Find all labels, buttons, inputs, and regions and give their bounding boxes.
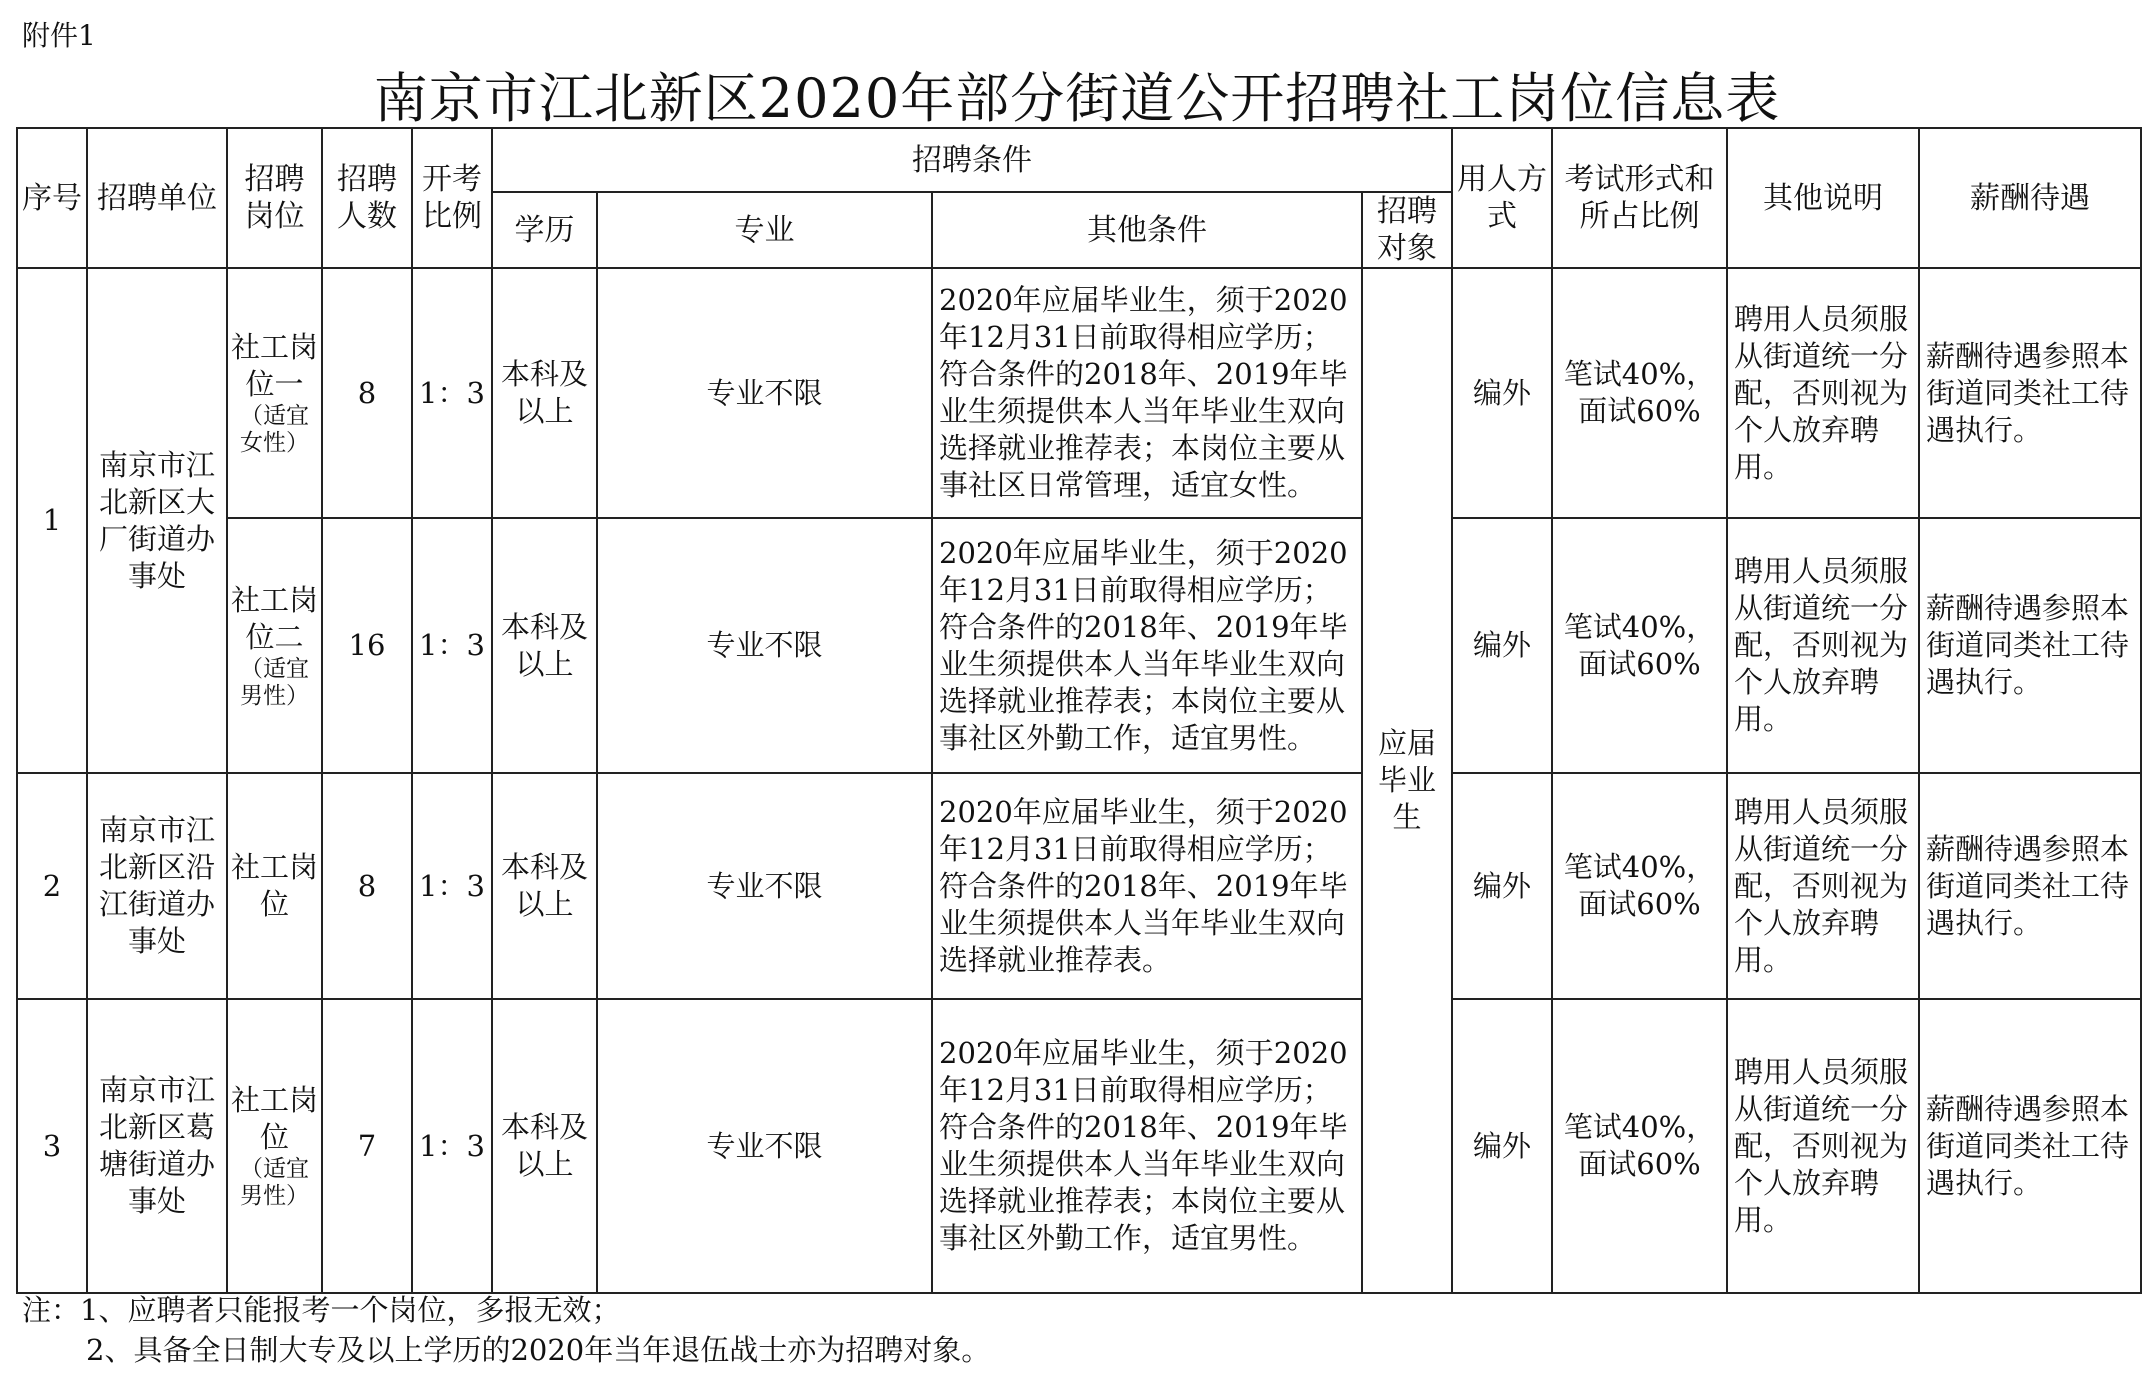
header-conditions: 招聘条件	[492, 128, 1452, 192]
exam-cell: 笔试40%，面试60%	[1552, 518, 1727, 773]
other-conditions-cell: 2020年应届毕业生，须于2020年12月31日前取得相应学历；符合条件的2018年、2019年毕业生须提供本人当年毕业生双向选择就业推荐表；本岗位主要从事社区日常管理，适宜女性。	[932, 268, 1362, 518]
salary-cell: 薪酬待遇参照本街道同类社工待遇执行。	[1919, 999, 2141, 1293]
ratio-cell: 1：3	[412, 268, 492, 518]
exam-cell: 笔试40%，面试60%	[1552, 999, 1727, 1293]
count-cell: 7	[322, 999, 412, 1293]
header-seq: 序号	[17, 128, 87, 268]
count-cell: 8	[322, 268, 412, 518]
post-name: 社工岗位一	[231, 330, 319, 401]
header-count: 招聘人数	[322, 128, 412, 268]
post-name: 社工岗位	[231, 1083, 319, 1154]
education-cell: 本科及以上	[492, 999, 597, 1293]
header-salary: 薪酬待遇	[1919, 128, 2141, 268]
other-conditions-cell: 2020年应届毕业生，须于2020年12月31日前取得相应学历；符合条件的2018年、2019年毕业生须提供本人当年毕业生双向选择就业推荐表；本岗位主要从事社区外勤工作，适宜男性。	[932, 518, 1362, 773]
table-row	[17, 268, 2141, 518]
seq-cell: 3	[17, 999, 87, 1293]
notes-cell: 聘用人员须服从街道统一分配，否则视为个人放弃聘用。	[1727, 518, 1919, 773]
seq-cell: 1	[17, 268, 87, 773]
header-ratio: 开考比例	[412, 128, 492, 268]
notes-cell: 聘用人员须服从街道统一分配，否则视为个人放弃聘用。	[1727, 773, 1919, 999]
unit-cell: 南京市江北新区沿江街道办事处	[87, 773, 227, 999]
unit-cell: 南京市江北新区大厂街道办事处	[87, 268, 227, 773]
count-cell: 16	[322, 518, 412, 773]
post-cell	[227, 268, 322, 518]
header-employment: 用人方式	[1452, 128, 1552, 268]
post-name: 社工岗位二	[231, 582, 319, 654]
exam-cell: 笔试40%，面试60%	[1552, 773, 1727, 999]
count-cell: 8	[322, 773, 412, 999]
post-cell	[227, 773, 322, 999]
unit-cell: 南京市江北新区葛塘街道办事处	[87, 999, 227, 1293]
ratio-cell: 1：3	[412, 999, 492, 1293]
employment-cell: 编外	[1452, 773, 1552, 999]
employment-cell: 编外	[1452, 518, 1552, 773]
footnote-1: 注：1、应聘者只能报考一个岗位，多报无效；	[22, 1293, 621, 1327]
salary-cell: 薪酬待遇参照本街道同类社工待遇执行。	[1919, 518, 2141, 773]
table-row	[17, 518, 2141, 773]
major-cell: 专业不限	[597, 268, 932, 518]
major-cell: 专业不限	[597, 518, 932, 773]
post-note: （适宜男性）	[240, 1156, 309, 1209]
ratio-cell: 1：3	[412, 773, 492, 999]
page-title: 南京市江北新区2020年部分街道公开招聘社工岗位信息表	[373, 67, 1781, 130]
employment-cell: 编外	[1452, 268, 1552, 518]
post-cell	[227, 999, 322, 1293]
footnote-2: 2、具备全日制大专及以上学历的2020年当年退伍战士亦为招聘对象。	[86, 1333, 991, 1367]
education-cell: 本科及以上	[492, 268, 597, 518]
header-exam: 考试形式和所占比例	[1552, 128, 1727, 268]
seq-cell: 2	[17, 773, 87, 999]
post-note: （适宜男性）	[240, 655, 309, 709]
major-cell: 专业不限	[597, 773, 932, 999]
exam-cell: 笔试40%，面试60%	[1552, 268, 1727, 518]
education-cell: 本科及以上	[492, 773, 597, 999]
header-post: 招聘岗位	[227, 128, 322, 268]
salary-cell: 薪酬待遇参照本街道同类社工待遇执行。	[1919, 773, 2141, 999]
attachment-label: 附件1	[22, 19, 96, 52]
target-cell: 应届毕业生	[1362, 268, 1452, 1293]
other-conditions-cell: 2020年应届毕业生，须于2020年12月31日前取得相应学历；符合条件的2018年、2019年毕业生须提供本人当年毕业生双向选择就业推荐表；本岗位主要从事社区外勤工作，适宜男性。	[932, 999, 1362, 1293]
major-cell: 专业不限	[597, 999, 932, 1293]
notes-cell: 聘用人员须服从街道统一分配，否则视为个人放弃聘用。	[1727, 268, 1919, 518]
table-row	[17, 999, 2141, 1293]
employment-cell: 编外	[1452, 999, 1552, 1293]
salary-cell: 薪酬待遇参照本街道同类社工待遇执行。	[1919, 268, 2141, 518]
header-education: 学历	[492, 192, 597, 268]
education-cell: 本科及以上	[492, 518, 597, 773]
post-note: （适宜女性）	[240, 403, 309, 456]
recruitment-table	[16, 127, 2142, 1294]
ratio-cell: 1：3	[412, 518, 492, 773]
header-other: 其他条件	[932, 192, 1362, 268]
post-name: 社工岗位	[231, 850, 319, 921]
header-unit: 招聘单位	[87, 128, 227, 268]
header-notes: 其他说明	[1727, 128, 1919, 268]
other-conditions-cell: 2020年应届毕业生，须于2020年12月31日前取得相应学历；符合条件的2018年、2019年毕业生须提供本人当年毕业生双向选择就业推荐表。	[932, 773, 1362, 999]
table-row	[17, 773, 2141, 999]
post-cell	[227, 518, 322, 773]
notes-cell: 聘用人员须服从街道统一分配，否则视为个人放弃聘用。	[1727, 999, 1919, 1293]
header-major: 专业	[597, 192, 932, 268]
header-target: 招聘对象	[1362, 192, 1452, 268]
